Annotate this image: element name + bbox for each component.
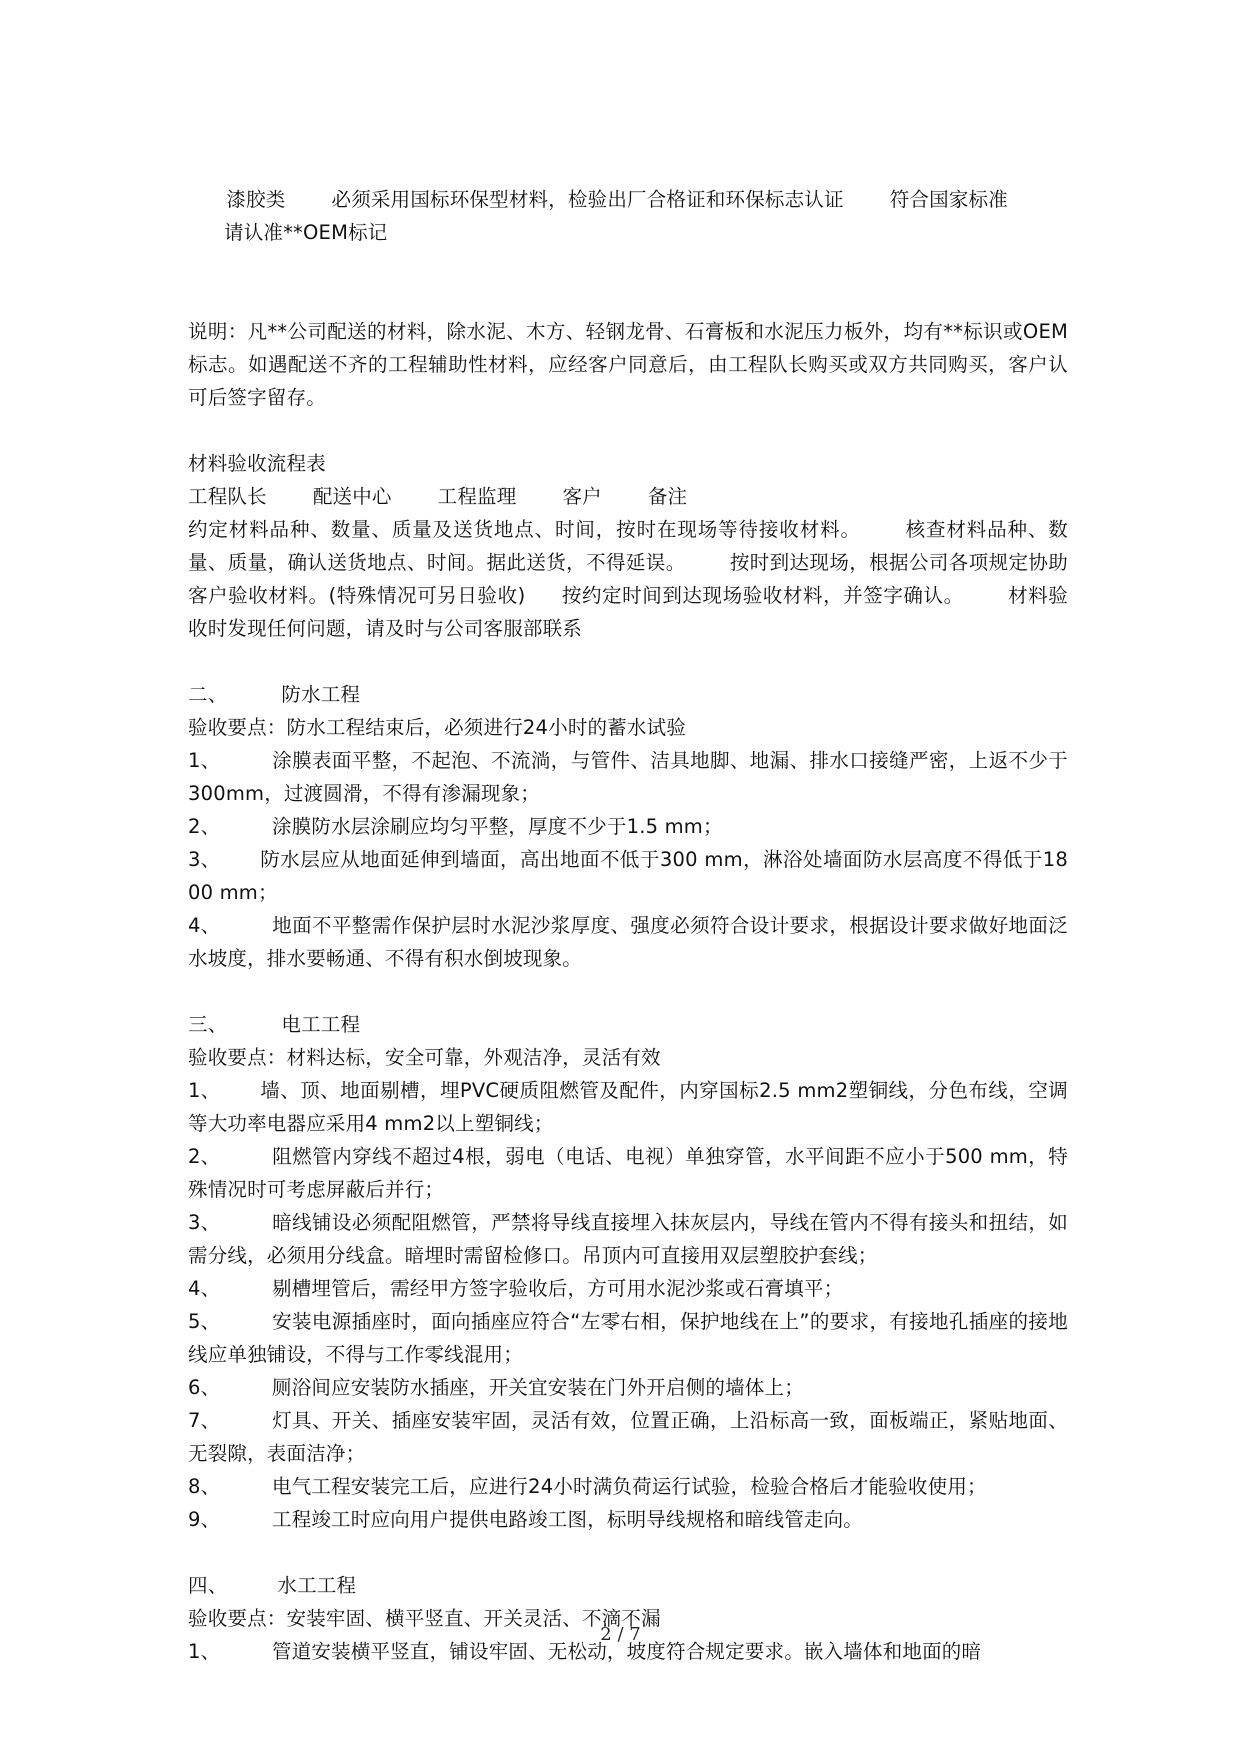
paint-standard: 符合国家标准: [889, 188, 1008, 211]
paint-materials-line: [188, 150, 1068, 282]
list-item: 5、 安装电源插座时，面向插座应符合“左零右相，保护地线在上”的要求，有接地孔插座的接地线应单独铺设，不得与工作零线混用；: [188, 1310, 1068, 1366]
list-item: 1、 管道安装横平竖直，铺设牢固、无松动，坡度符合规定要求。嵌入墙体和地面的暗: [188, 1640, 982, 1663]
flow-delivery-duty: 核查材料品种、数量、质量，确认送货地点、时间。据此送货，不得延误。: [188, 518, 1068, 574]
list-item: 4、 地面不平整需作保护层时水泥沙浆厚度、强度必须符合设计要求，根据设计要求做好地面泛水坡度，排水要畅通、不得有积水倒坡现象。: [188, 914, 1068, 970]
section-heading-electrical: [188, 1008, 1068, 1041]
section-title: 电工工程: [281, 1013, 361, 1036]
list-item: 8、 电气工程安装完工后，应进行24小时满负荷运行试验，检验合格后才能验收使用；: [188, 1475, 987, 1498]
section-number: 四、: [188, 1574, 228, 1597]
list-item: 9、 工程竣工时应向用户提供电路竣工图，标明导线规格和暗线管走向。: [188, 1508, 864, 1531]
flow-team-leader-duty: 约定材料品种、数量、质量及送货地点、时间，按时在现场等待接收材料。: [188, 518, 861, 541]
flow-supervisor-duty: 按时到达现场，根据公司各项规定协助客户验收材料。(特殊情况可另日验收): [188, 551, 1068, 607]
flow-col-delivery-center: 配送中心: [312, 485, 392, 508]
section-key-points: 验收要点：安装牢固、横平竖直、开关灵活、不滴不漏: [188, 1607, 661, 1630]
flow-col-client: 客户: [562, 485, 602, 508]
list-item: 2、 涂膜防水层涂刷应均匀平整，厚度不少于1.5 mm；: [188, 815, 723, 838]
waterproof-item-list: [188, 744, 1068, 975]
list-item: 4、 剔槽埋管后，需经甲方签字验收后，方可用水泥沙浆或石膏填平；: [188, 1277, 844, 1300]
list-item: 1、 涂膜表面平整，不起泡、不流淌，与管件、洁具地脚、地漏、排水口接缝严密，上返不少于300mm，过渡圆滑，不得有渗漏现象；: [188, 749, 1068, 805]
flow-col-supervisor: 工程监理: [437, 485, 517, 508]
list-item: 7、 灯具、开关、插座安装牢固，灵活有效，位置正确，上沿标高一致，面板端正，紧贴地面、无裂隙，表面洁净；: [188, 1409, 1068, 1465]
section-key-points: 验收要点：材料达标，安全可靠，外观洁净，灵活有效: [188, 1046, 661, 1069]
flow-table-title: 材料验收流程表: [188, 452, 326, 475]
paint-category: 漆胶类: [226, 188, 286, 211]
paint-requirement: 必须采用国标环保型材料，检验出厂合格证和环保标志认证: [331, 188, 844, 211]
section-number: 三、: [188, 1013, 228, 1036]
section-heading-waterproof: [188, 678, 1068, 711]
page-number: 2 / 7: [600, 1624, 641, 1645]
list-item: 2、 阻燃管内穿线不超过4根，弱电（电话、电视）单独穿管，水平间距不应小于500 mm，特殊情况时可考虑屏蔽后并行；: [188, 1145, 1068, 1201]
list-item: 6、 厕浴间应安装防水插座，开关宜安装在门外开启侧的墙体上；: [188, 1376, 804, 1399]
materials-note: 说明：凡**公司配送的材料，除水泥、木方、轻钢龙骨、石膏板和水泥压力板外，均有**标识或OEM标志。如遇配送不齐的工程辅助性材料，应经客户同意后，由工程队长购买或双方共同购买，客户认可后签字留存。: [188, 320, 1068, 409]
flow-table-header: [188, 480, 1068, 513]
flow-client-duty: 按约定时间到达现场验收材料，并签字确认。: [561, 584, 964, 607]
paint-mark: 请认准**OEM标记: [224, 221, 388, 244]
list-item: 1、 墙、顶、地面剔槽，埋PVC硬质阻燃管及配件，内穿国标2.5 mm2塑铜线，分色布线，空调等大功率电器应采用4 mm2以上塑铜线；: [188, 1079, 1068, 1135]
flow-col-remarks: 备注: [647, 485, 688, 508]
document-body: [188, 150, 1068, 1668]
section-number: 二、: [188, 683, 228, 706]
section-title: 水工工程: [277, 1574, 357, 1597]
list-item: 3、 暗线铺设必须配阻燃管，严禁将导线直接埋入抹灰层内，导线在管内不得有接头和扭结，如需分线，必须用分线盒。暗埋时需留检修口。吊顶内可直接用双层塑胶护套线；: [188, 1211, 1068, 1267]
section-key-points: 验收要点：防水工程结束后，必须进行24小时的蓄水试验: [188, 716, 687, 739]
list-item: 3、 防水层应从地面延伸到墙面，高出地面不低于300 mm，淋浴处墙面防水层高度不得低于1800 mm；: [188, 848, 1068, 904]
flow-table-body: [188, 513, 1068, 645]
section-title: 防水工程: [281, 683, 361, 706]
electrical-item-list: [188, 1074, 1068, 1536]
flow-remarks: 材料验收时发现任何问题，请及时与公司客服部联系: [188, 584, 1068, 640]
flow-col-team-leader: 工程队长: [188, 485, 267, 508]
section-heading-plumbing: [188, 1569, 1068, 1602]
